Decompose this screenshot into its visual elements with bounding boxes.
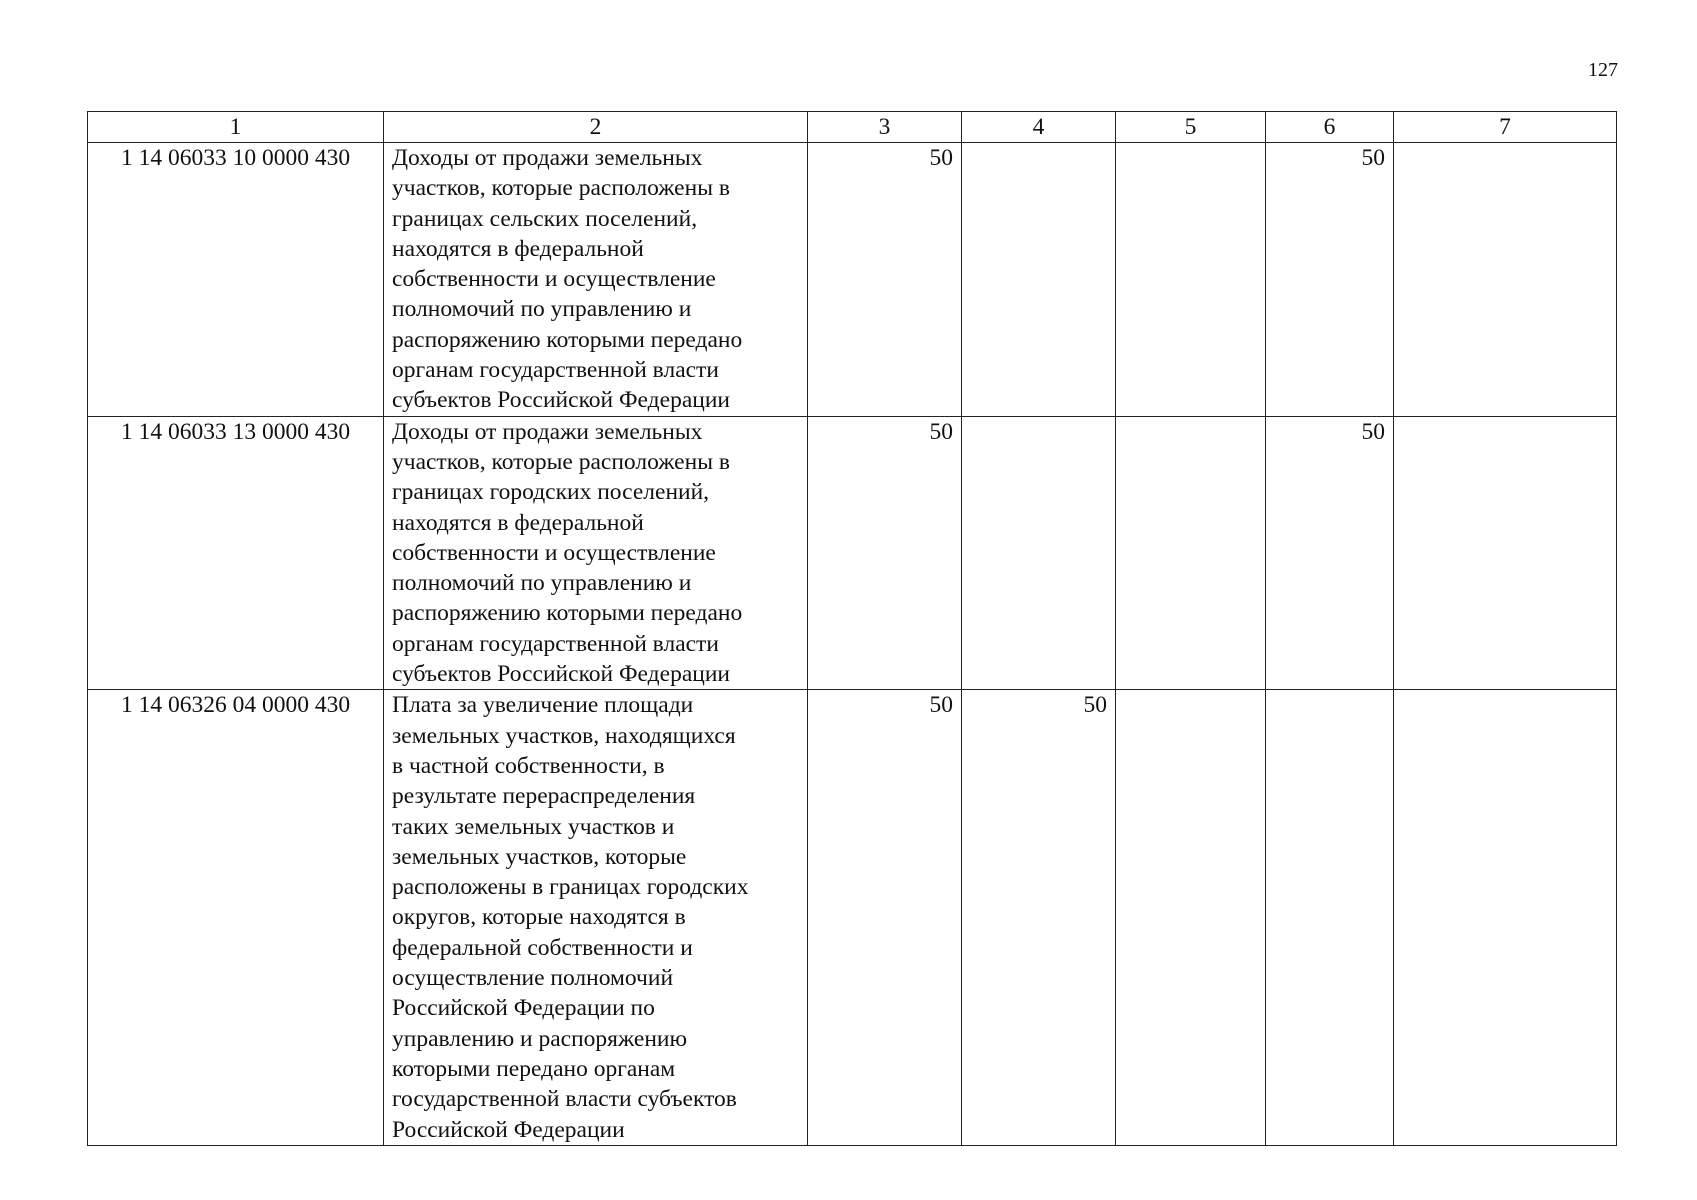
revenue-name-line: находятся в федеральной — [392, 235, 644, 262]
value-cell-col-3: 50 — [808, 143, 962, 417]
revenue-name-cell — [384, 143, 808, 417]
value-cell-col-5 — [1116, 416, 1266, 690]
header-cell-3: 3 — [808, 112, 962, 143]
revenue-name-line: границах городских поселений, — [392, 479, 710, 506]
value-cell-col-4 — [962, 143, 1116, 417]
revenue-name-line: органам государственной власти — [392, 357, 719, 384]
table-row — [88, 690, 1617, 1145]
value-cell-col-5 — [1116, 690, 1266, 1145]
header-cell-2: 2 — [384, 112, 808, 143]
header-cell-4: 4 — [962, 112, 1116, 143]
revenue-name-line: собственности и осуществление — [392, 539, 716, 566]
budget-code-cell: 1 14 06033 10 0000 430 — [88, 143, 384, 417]
revenue-name-line: границах сельских поселений, — [392, 205, 698, 232]
revenue-name-line: участков, которые расположены в — [392, 175, 730, 202]
revenue-name-line: Доходы от продажи земельных — [392, 418, 703, 445]
header-cell-6: 6 — [1266, 112, 1394, 143]
revenue-name-line: государственной власти субъектов — [392, 1086, 737, 1113]
revenue-name-line: распоряжению которыми передано — [392, 600, 743, 627]
table-row — [88, 416, 1617, 690]
revenue-name-line: результате перераспределения — [392, 783, 696, 810]
revenue-name-line: субъектов Российской Федерации — [392, 661, 730, 688]
revenue-name-line: федеральной собственности и — [392, 934, 693, 961]
table-header-row — [88, 112, 1617, 143]
revenue-name-line: собственности и осуществление — [392, 266, 716, 293]
revenue-name-line: округов, которые находятся в — [392, 904, 686, 931]
revenue-name-line: таких земельных участков и — [392, 813, 675, 840]
revenue-name-line: Российской Федерации — [392, 1116, 625, 1143]
value-cell-col-6: 50 — [1266, 143, 1394, 417]
value-cell-col-3: 50 — [808, 690, 962, 1145]
revenue-name-line: полномочий по управлению и — [392, 296, 692, 323]
revenue-name-line: полномочий по управлению и — [392, 570, 692, 597]
page-number: 127 — [1588, 59, 1618, 81]
revenue-name-line: субъектов Российской Федерации — [392, 387, 730, 414]
table-row — [88, 143, 1617, 417]
revenue-name-line: земельных участков, которые — [392, 843, 687, 870]
revenue-name-line: органам государственной власти — [392, 630, 719, 657]
value-cell-col-7 — [1394, 416, 1617, 690]
revenue-table — [87, 111, 1617, 1146]
revenue-name-line: участков, которые расположены в — [392, 448, 730, 475]
value-cell-col-7 — [1394, 143, 1617, 417]
value-cell-col-6 — [1266, 690, 1394, 1145]
revenue-name-line: в частной собственности, в — [392, 752, 665, 779]
revenue-name-line: распоряжению которыми передано — [392, 326, 743, 353]
budget-code-cell: 1 14 06033 13 0000 430 — [88, 416, 384, 690]
revenue-name-line: которыми передано органам — [392, 1055, 676, 1082]
revenue-name-cell — [384, 690, 808, 1145]
revenue-name-line: Плата за увеличение площади — [392, 692, 694, 719]
revenue-name-line: земельных участков, находящихся — [392, 722, 736, 749]
value-cell-col-6: 50 — [1266, 416, 1394, 690]
value-cell-col-4: 50 — [962, 690, 1116, 1145]
revenue-name-line: Российской Федерации по — [392, 995, 655, 1022]
value-cell-col-4 — [962, 416, 1116, 690]
revenue-name-line: Доходы от продажи земельных — [392, 145, 703, 171]
value-cell-col-7 — [1394, 690, 1617, 1145]
revenue-name-line: расположены в границах городских — [392, 874, 749, 901]
revenue-name-line: управлению и распоряжению — [392, 1025, 688, 1052]
revenue-name-line: находятся в федеральной — [392, 509, 644, 536]
value-cell-col-3: 50 — [808, 416, 962, 690]
header-cell-7: 7 — [1394, 112, 1617, 143]
header-cell-5: 5 — [1116, 112, 1266, 143]
budget-code-cell: 1 14 06326 04 0000 430 — [88, 690, 384, 1145]
table-body — [88, 143, 1617, 1146]
header-cell-1: 1 — [88, 112, 384, 143]
revenue-name-line: осуществление полномочий — [392, 965, 674, 992]
revenue-name-cell — [384, 416, 808, 690]
value-cell-col-5 — [1116, 143, 1266, 417]
